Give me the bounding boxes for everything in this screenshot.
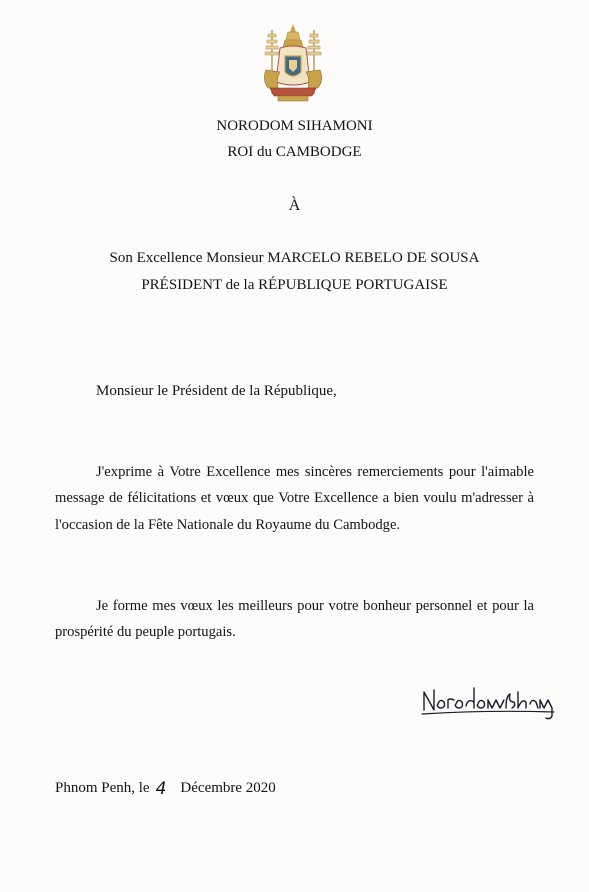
recipient-name: Son Excellence Monsieur MARCELO REBELO DE SOUSA <box>109 250 480 266</box>
handwritten-signature <box>418 680 558 720</box>
sender-name: NORODOM SIHAMONI <box>216 118 373 134</box>
dateline-day: 4 <box>155 779 167 799</box>
recipient-title: PRÉSIDENT de la RÉPUBLIQUE PORTUGAISE <box>141 277 448 293</box>
royal-coat-of-arms-icon <box>258 22 328 104</box>
salutation: Monsieur le Président de la République, <box>96 383 337 399</box>
sender-title: ROI du CAMBODGE <box>227 144 362 160</box>
body-paragraph-2: Je forme mes vœux les meilleurs pour votre bonheur personnel et pour la prospérité du peuple portugais. <box>55 598 534 641</box>
dateline-month-year: Décembre 2020 <box>180 780 276 796</box>
body-paragraph-1: J'exprime à Votre Excellence mes sincères remerciements pour l'aimable message de félicitations et vœux que Votre Excellence a bien voulu m'adresser à l'occasion de la Fête Nationale du Royaume du Cambodge. <box>55 464 534 533</box>
dateline <box>55 778 276 797</box>
address-to-word: À <box>288 197 301 214</box>
dateline-place: Phnom Penh, le <box>55 780 150 796</box>
